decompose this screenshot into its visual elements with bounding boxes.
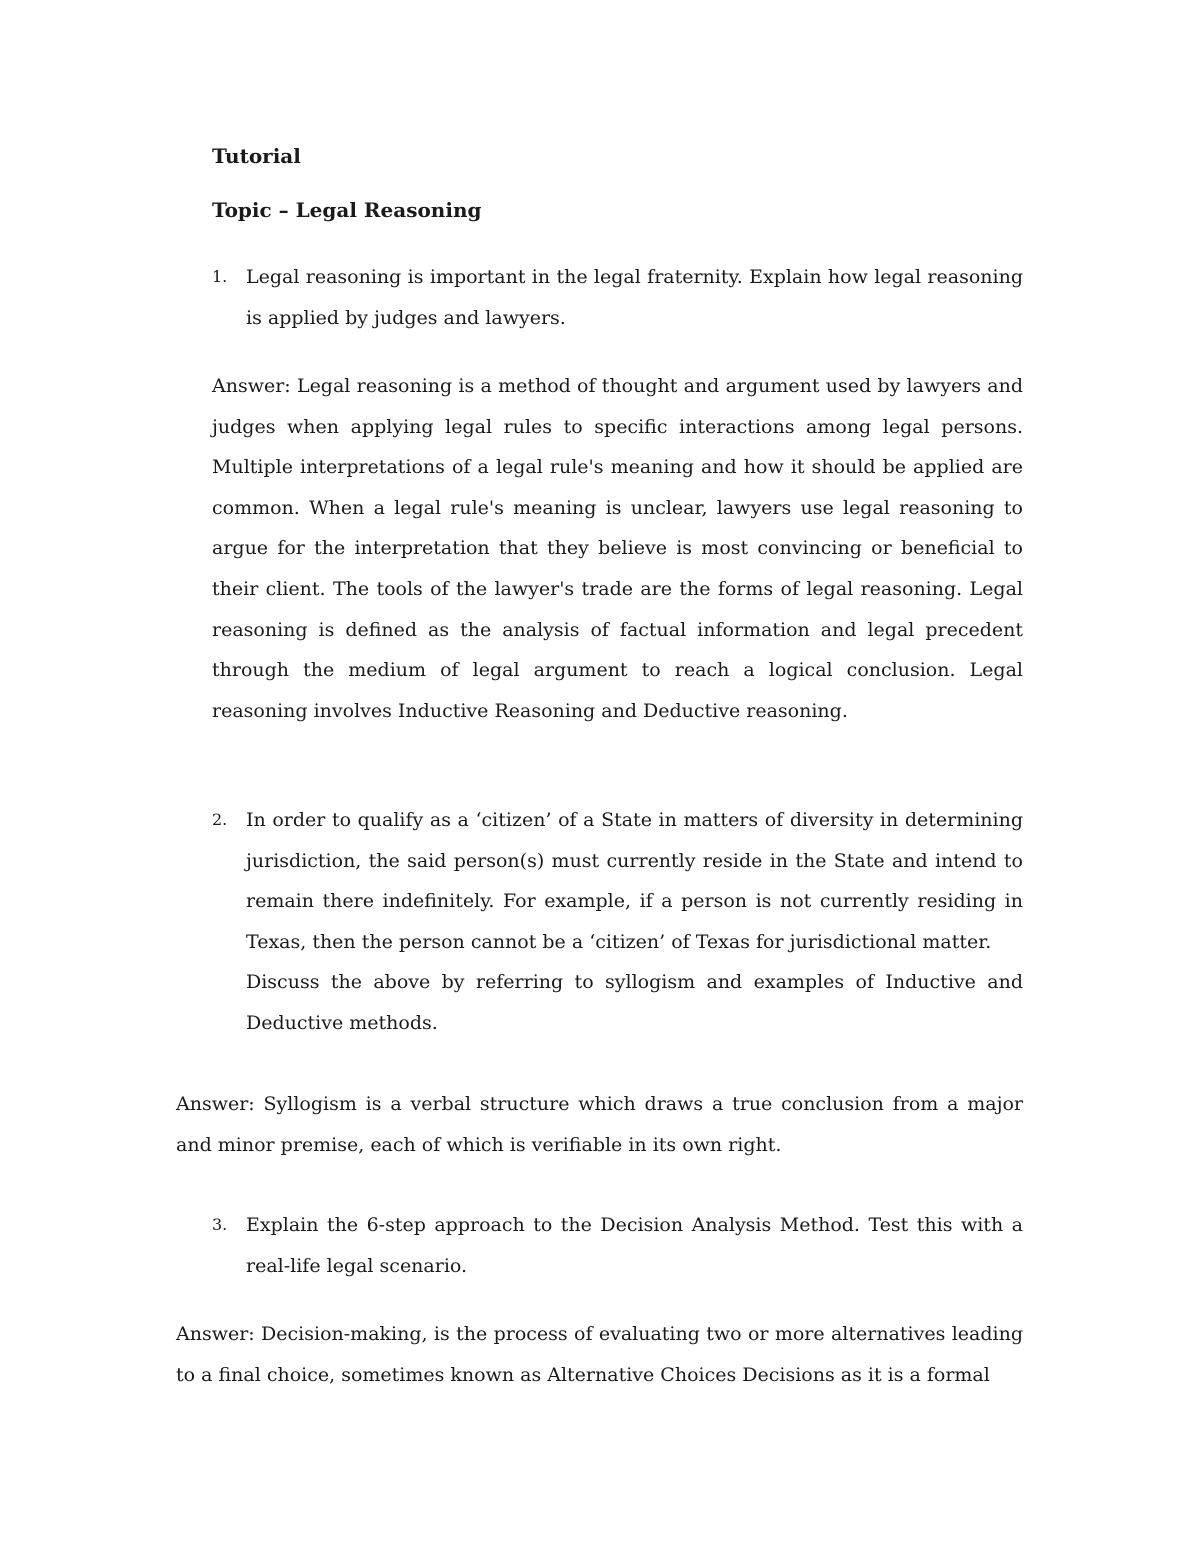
- question-text: Legal reasoning is important in the legal fraternity. Explain how legal reasoning is applied by judges and lawyers.: [246, 266, 1023, 329]
- answer-3: Answer: Decision-making, is the process of evaluating two or more alternatives leading to a final choice, sometimes known as Alternative Choices Decisions as it is a formal: [176, 1323, 1023, 1386]
- question-2: [212, 800, 1023, 1044]
- question-number: 3.: [212, 1215, 228, 1234]
- question-number: 2.: [212, 810, 228, 829]
- answer-2: Answer: Syllogism is a verbal structure which draws a true conclusion from a major and minor premise, each of which is verifiable in its own right.: [176, 1093, 1023, 1156]
- question-3: [212, 1205, 1023, 1286]
- document-title: Tutorial: [212, 144, 301, 168]
- question-instruction: Discuss the above by referring to syllogism and examples of Inductive and Deductive methods.: [246, 971, 1023, 1034]
- question-number: 1.: [212, 267, 228, 286]
- answer-1: Answer: Legal reasoning is a method of thought and argument used by lawyers and judges when applying legal rules to specific interactions among legal persons. Multiple interpretations of a legal rule's meaning and how it should be applied are common. When a legal rule's meaning is unclear, lawyers use legal reasoning to argue for the interpretation that they believe is most convincing or beneficial to their client. The tools of the lawyer's trade are the forms of legal reasoning. Legal reasoning is defined as the analysis of factual information and legal precedent through the medium of legal argument to reach a logical conclusion. Legal reasoning involves Inductive Reasoning and Deductive reasoning.: [212, 375, 1023, 722]
- question-text: Explain the 6-step approach to the Decision Analysis Method. Test this with a real-life legal scenario.: [246, 1214, 1023, 1277]
- document-topic: Topic – Legal Reasoning: [212, 198, 482, 222]
- question-text: In order to qualify as a ‘citizen’ of a State in matters of diversity in determining jurisdiction, the said person(s) must currently reside in the State and intend to remain there indefinitely. For example, if a person is not currently residing in Texas, then the person cannot be a ‘citizen’ of Texas for jurisdictional matter.: [246, 809, 1023, 953]
- question-1: [212, 257, 1023, 338]
